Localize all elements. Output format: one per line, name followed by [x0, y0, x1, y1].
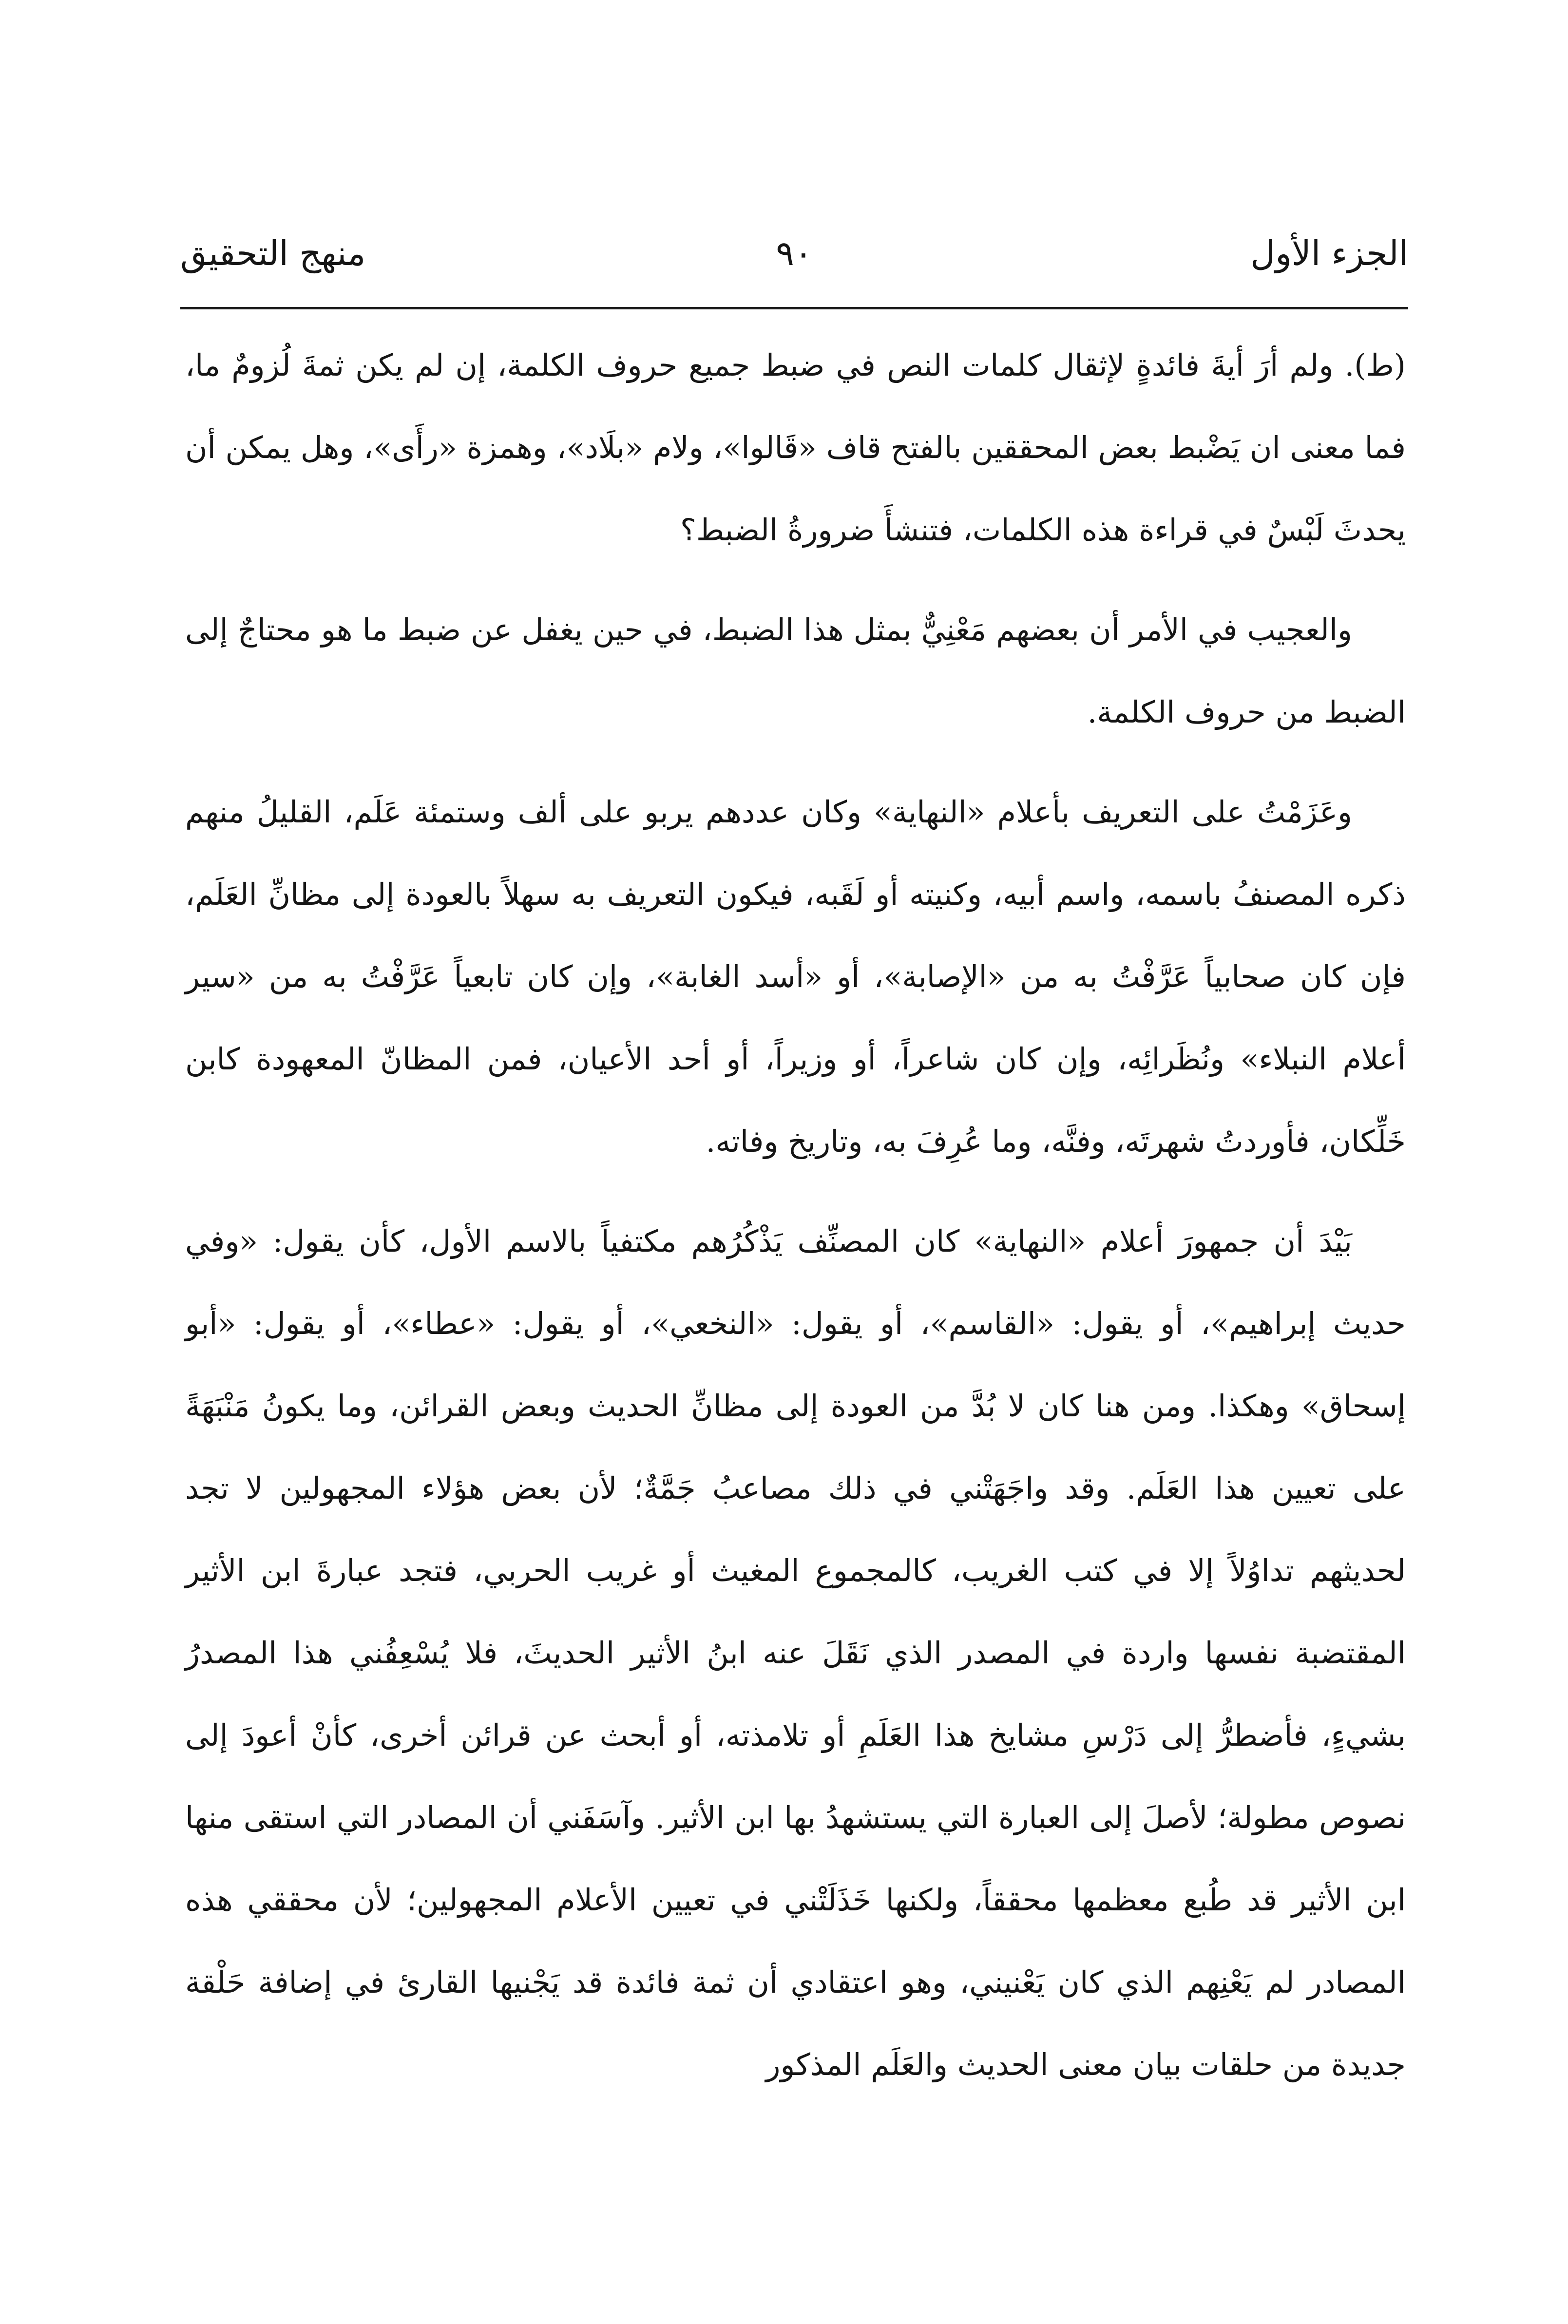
header-divider [180, 307, 1408, 309]
paragraph: وعَزَمْتُ على التعريف بأعلام «النهاية» وكان عددهم يربو على ألف وستمئة عَلَم، القليلُ منهم ذكره المصنفُ باسمه، واسم أبيه، وكنيته أو لَقَبه، فيكون التعريف به سهلاً بالعودة إلى مظانِّ العَلَم، فإن كان صحابياً عَرَّفْتُ به من «الإصابة»، أو «أسد الغابة»، وإن كان تابعياً عَرَّفْتُ به من «سير أعلام النبلاء» ونُظَرائِه، وإن كان شاعراً، أو وزيراً، أو أحد الأعيان، فمن المظانّ المعهودة كابن خَلِّكان، فأوردتُ شهرتَه، وفنَّه، وما عُرِفَ به، وتاريخ وفاته. [185, 794, 1406, 1159]
volume-label: الجزء الأول [1250, 233, 1408, 273]
page-number: ٩٠ [776, 233, 813, 273]
body-text [185, 324, 1406, 2123]
running-header [180, 217, 1408, 290]
section-title: منهج التحقيق [180, 233, 366, 273]
paragraph: والعجيب في الأمر أن بعضهم مَعْنِيٌّ بمثل هذا الضبط، في حين يغفل عن ضبط ما هو محتاجٌ إلى الضبط من حروف الكلمة. [185, 612, 1406, 730]
paragraph: (ط). ولم أرَ أيةَ فائدةٍ لإثقال كلمات النص في ضبط جميع حروف الكلمة، إن لم يكن ثمةَ لُزومٌ ما، فما معنى ان يَضْبط بعض المحققين بالفتح قاف «قَالوا»، ولام «بلَاد»، وهمزة «رأَى»، وهل يمكن أن يحدثَ لَبْسٌ في قراءة هذه الكلمات، فتنشأَ ضرورةُ الضبط؟ [185, 347, 1406, 548]
paragraph: بَيْدَ أن جمهورَ أعلام «النهاية» كان المصنِّف يَذْكُرُهم مكتفياً بالاسم الأول، كأن يقول: «وفي حديث إبراهيم»، أو يقول: «القاسم»، أو يقول: «النخعي»، أو يقول: «عطاء»، أو يقول: «أبو إسحاق» وهكذا. ومن هنا كان لا بُدَّ من العودة إلى مظانِّ الحديث وبعض القرائن، وما يكونُ مَنْبَهَةً على تعيين هذا العَلَم. وقد واجَهَتْني في ذلك مصاعبُ جَمَّةٌ؛ لأن بعض هؤلاء المجهولين لا تجد لحديثهم تداوُلاً إلا في كتب الغريب، كالمجموع المغيث أو غريب الحربي، فتجد عبارةَ ابن الأثير المقتضبة نفسها واردة في المصدر الذي نَقَلَ عنه ابنُ الأثير الحديثَ، فلا يُسْعِفُني هذا المصدرُ بشيءٍ، فأضطرُّ إلى دَرْسِ مشايخ هذا العَلَمِ أو تلامذته، أو أبحث عن قرائن أخرى، كأنْ أعودَ إلى نصوص مطولة؛ لأصلَ إلى العبارة التي يستشهدُ بها ابن الأثير. وآسَفَني أن المصادر التي استقى منها ابن الأثير قد طُبع معظمها محققاً، ولكنها خَذَلَتْني في تعيين الأعلام المجهولين؛ لأن محققي هذه المصادر لم يَعْنِهم الذي كان يَعْنيني، وهو اعتقادي أن ثمة فائدة قد يَجْنيها القارئ في إضافة حَلْقة جديدة من حلقات بيان معنى الحديث والعَلَم المذكور [185, 1223, 1406, 2082]
